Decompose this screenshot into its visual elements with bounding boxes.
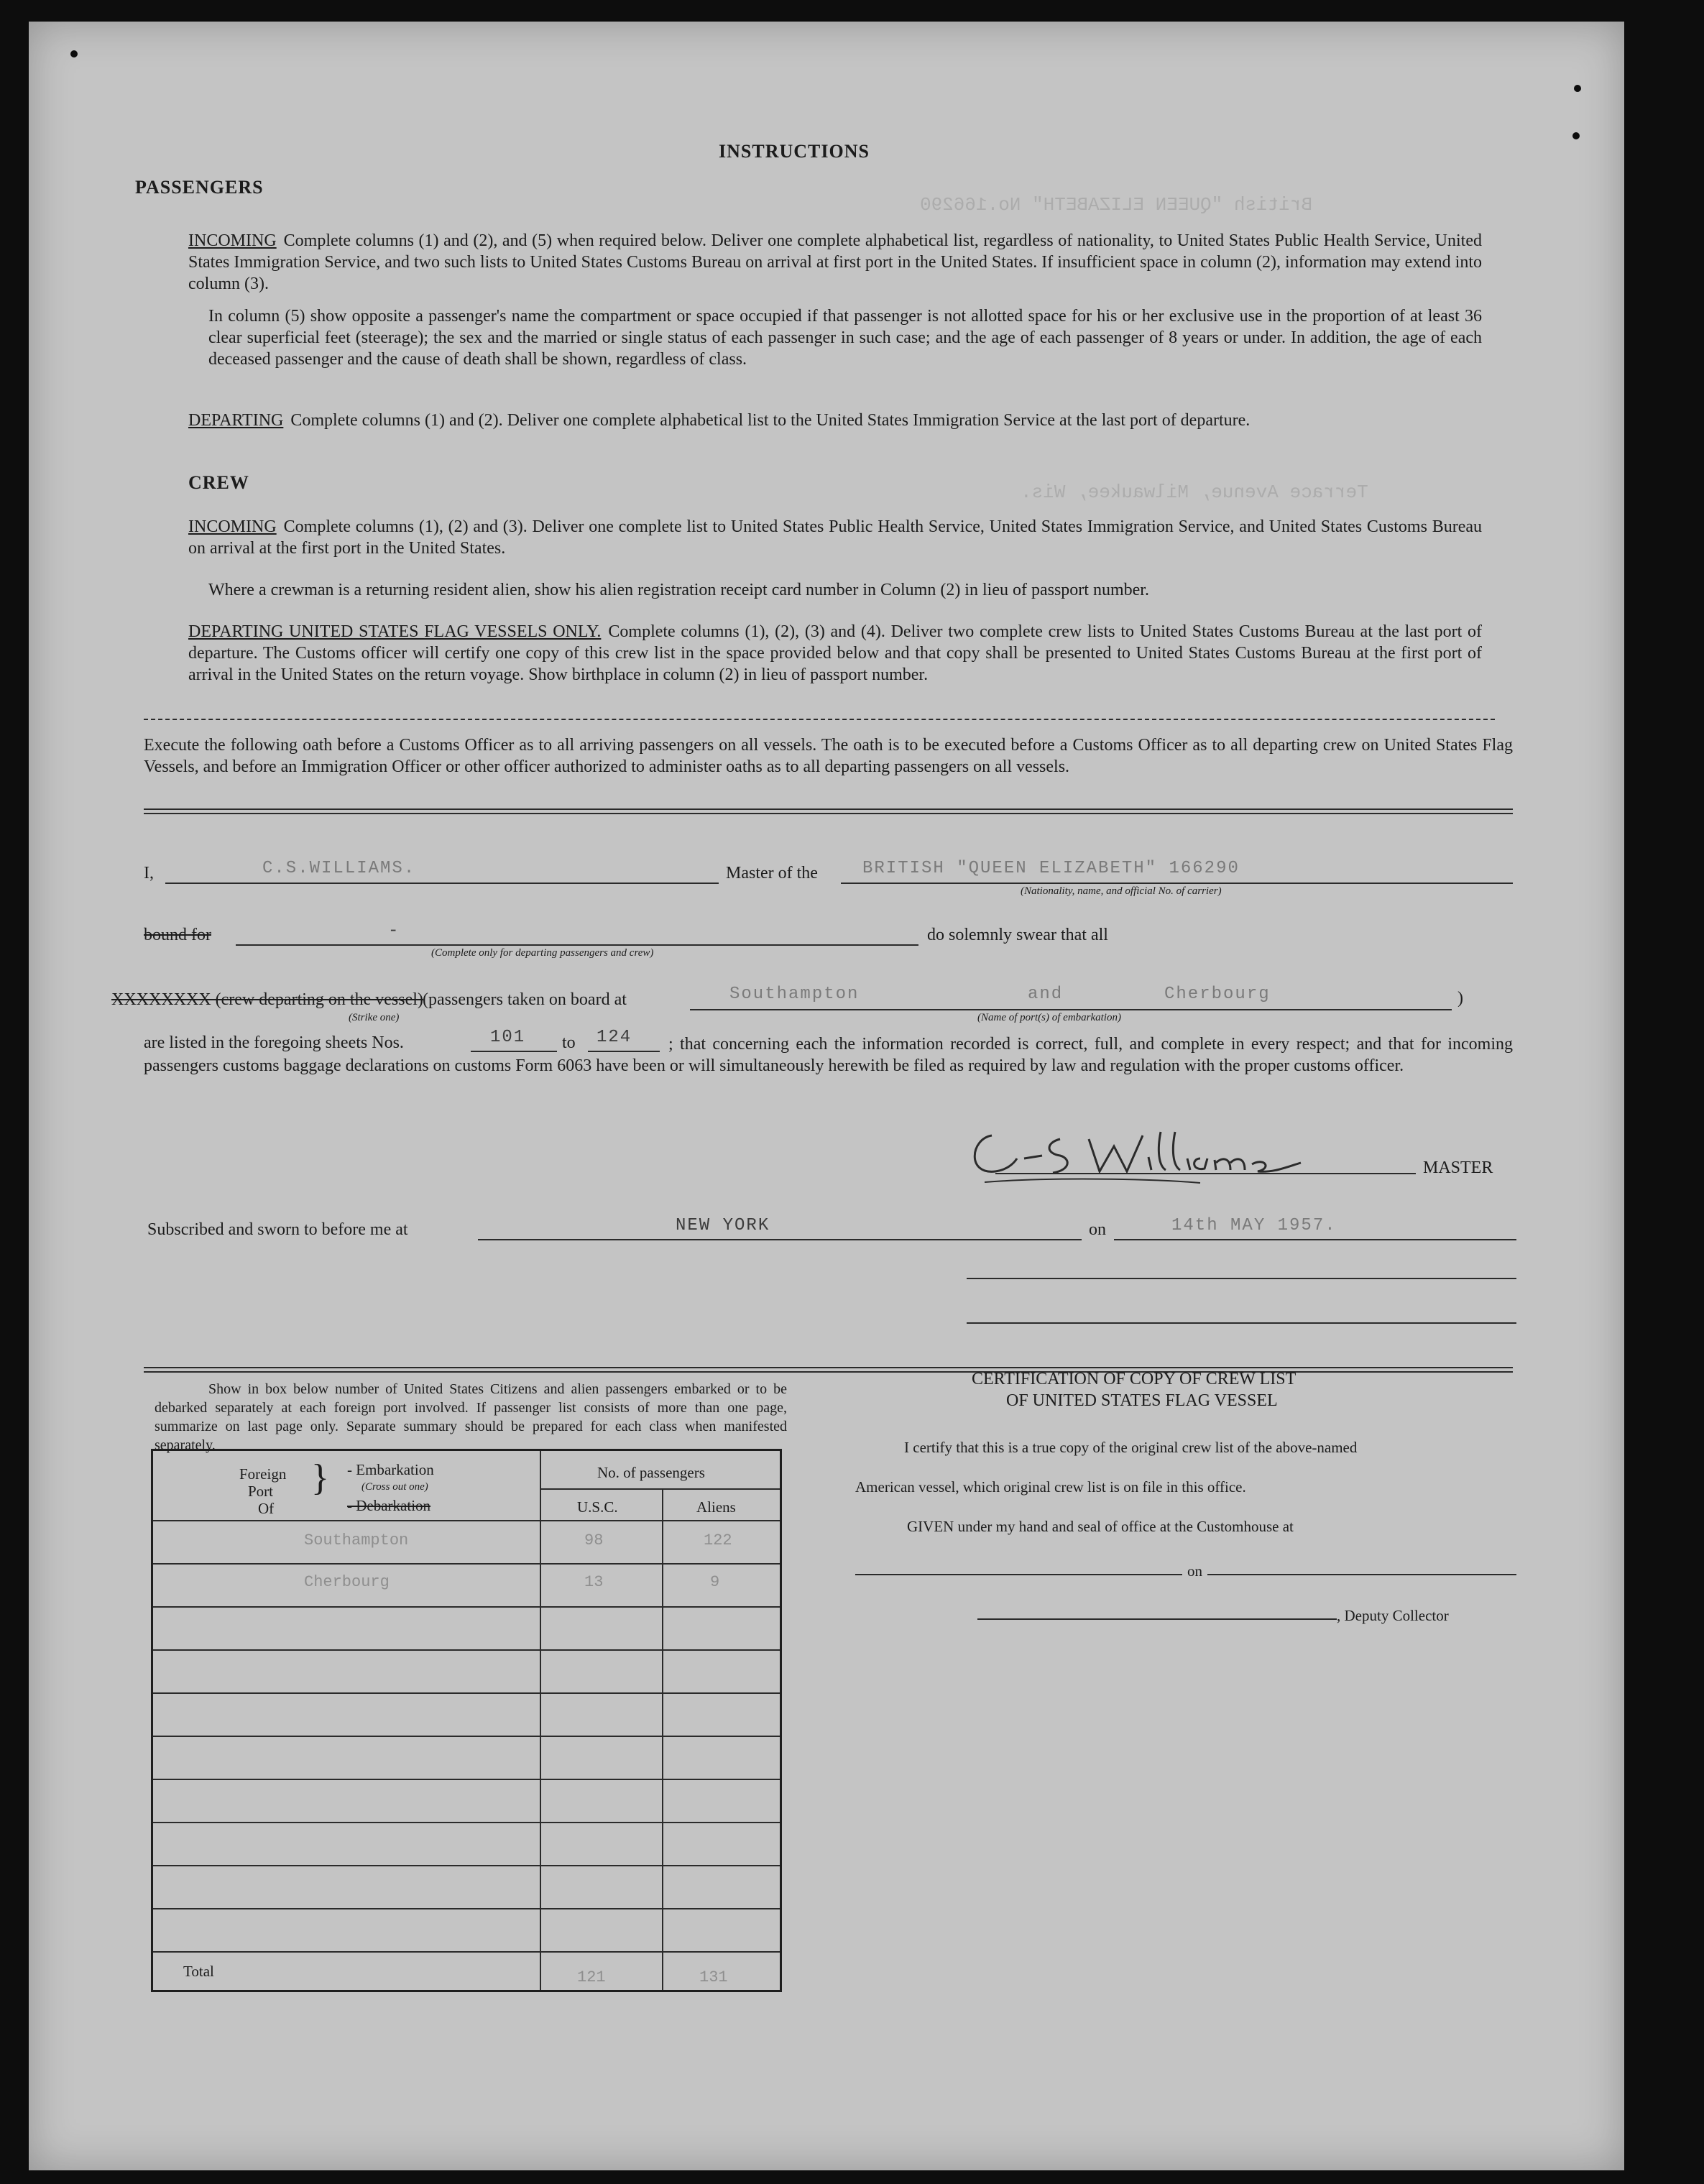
passengers-departing-paragraph — [188, 410, 1482, 431]
certification-title-2: OF UNITED STATES FLAG VESSEL — [1006, 1391, 1278, 1410]
master-label: MASTER — [1423, 1158, 1493, 1177]
bound-note: (Complete only for departing passengers and crew) — [431, 947, 654, 959]
taken-label: (passengers taken on board at — [423, 990, 627, 1009]
close-paren: ) — [1457, 989, 1463, 1008]
customhouse-line — [855, 1574, 1182, 1575]
carrier-value: BRITISH "QUEEN ELIZABETH" 166290 — [862, 859, 1240, 878]
carrier-note: (Nationality, name, and official No. of carrier) — [1021, 885, 1222, 897]
bleed-through-text: British "QUEEN ELIZABETH" No.166290 — [920, 194, 1313, 216]
punch-mark — [70, 50, 78, 57]
bound-for-value: - — [388, 921, 400, 941]
to-label: to — [562, 1033, 576, 1052]
cross-out-note: (Cross out one) — [361, 1481, 428, 1493]
total-label: Total — [183, 1963, 214, 1980]
of-label: Of — [258, 1500, 275, 1517]
port-line — [690, 1009, 1452, 1010]
master-of-label: Master of the — [726, 864, 818, 883]
deputy-line — [977, 1618, 1337, 1620]
row-1-aliens: 122 — [704, 1531, 732, 1549]
crew-incoming-label: INCOMING — [188, 517, 277, 536]
sheets-label: are listed in the foregoing sheets Nos. — [144, 1033, 404, 1052]
bleed-through-text: Terrace Avenue, Milwaukee, Wis. — [1021, 482, 1368, 503]
passengers-incoming-paragraph — [188, 230, 1482, 295]
crew-departing-struck: XXXXXXXX (crew departing on the vessel) — [111, 990, 423, 1009]
carrier-line — [841, 883, 1513, 884]
signature-line — [995, 1173, 1416, 1174]
oath-i-label: I, — [144, 864, 154, 883]
sheets-rest: ; that concerning each the information recorded is correct, full, and complete in every respect; and that for incoming passengers customs baggage declarations on customs Form 6063 have been or will simultaneously herewith be filed as required by law and regulation with the proper customs officer. — [144, 1035, 1513, 1075]
passengers-departing-label: DEPARTING — [188, 411, 284, 430]
crew-heading: CREW — [188, 472, 249, 493]
total-usc: 121 — [577, 1968, 606, 1986]
double-rule — [144, 1367, 1513, 1373]
passenger-summary-table — [151, 1449, 782, 1992]
crew-incoming-text: Complete columns (1), (2) and (3). Deliver one complete list to United States Public Health Service, United States Immigration Service, and United States Customs Bureau on arrival at the first port in the United States. — [188, 517, 1482, 558]
crew-departing-text: Complete columns (1), (2), (3) and (4). Deliver two complete crew lists to United States Customs Bureau at the last port of departure. The Customs officer will certify one copy of this crew list in the space provided below and that copy shall be presented to United States Customs Bureau at the first port of arrival in the United States on the return voyage. Show birthplace in column (2) in lieu of passport number. — [188, 622, 1482, 684]
crew-incoming-paragraph — [188, 516, 1482, 559]
place-line — [478, 1239, 1082, 1240]
passengers-column5-paragraph: In column (5) show opposite a passenger's name the compartment or space occupied if that passenger is not allotted space for his or her exclusive use in the proportion of at least 36 clear superficial feet (steerage); the sex and the married or single status of each passenger in such case; and the age of each passenger of 8 years or under. In addition, the age of each deceased passenger and the cause of death shall be shown, regardless of class. — [208, 307, 1482, 369]
certification-title-1: CERTIFICATION OF COPY OF CREW LIST — [972, 1370, 1297, 1388]
master-name: C.S.WILLIAMS. — [262, 859, 416, 878]
certification-line-2: American vessel, which original crew list is on file in this office. — [855, 1478, 1246, 1496]
crew-departing-paragraph — [188, 621, 1482, 686]
sworn-date: 14th MAY 1957. — [1171, 1216, 1337, 1235]
bound-for-label: bound for — [144, 926, 211, 944]
row-1-port: Southampton — [304, 1531, 409, 1549]
on-label: on — [1089, 1220, 1106, 1239]
row-2-usc: 13 — [584, 1573, 604, 1591]
port-1: Southampton — [729, 985, 860, 1004]
sheet-from: 101 — [490, 1028, 526, 1047]
bound-for-line — [236, 944, 918, 946]
sheet-to: 124 — [597, 1028, 632, 1047]
debarkation-label: - Debarkation — [347, 1497, 431, 1514]
row-2-aliens: 9 — [710, 1573, 720, 1591]
officer-line-2 — [967, 1322, 1516, 1324]
certification-line-1: I certify that this is a true copy of the original crew list of the above-named — [904, 1439, 1358, 1456]
oath-instruction: Execute the following oath before a Customs Officer as to all arriving passengers on all vessels. The oath is to be executed before a Customs Officer as to all departing crew on United States Flag Vessels, and before an Immigration Officer or other officer authorized to administer oaths as to all departing passengers on all vessels. — [144, 736, 1513, 776]
port-2: Cherbourg — [1164, 985, 1271, 1004]
no-passengers-header: No. of passengers — [597, 1464, 705, 1481]
passengers-departing-text: Complete columns (1) and (2). Deliver one complete alphabetical list to the United States Immigration Service at the last port of departure. — [290, 411, 1251, 430]
passengers-incoming-label: INCOMING — [188, 231, 277, 250]
master-name-line — [165, 883, 719, 884]
subscribed-label: Subscribed and sworn to before me at — [147, 1220, 408, 1239]
officer-line-1 — [967, 1278, 1516, 1279]
strike-note: (Strike one) — [349, 1012, 400, 1023]
document-sheet — [29, 22, 1624, 2170]
port-label: Port — [248, 1483, 274, 1500]
usc-header: U.S.C. — [577, 1498, 618, 1516]
brace-icon: } — [311, 1457, 329, 1498]
section-divider — [144, 719, 1495, 720]
punch-mark — [1572, 132, 1580, 139]
swear-label: do solemnly swear that all — [927, 926, 1108, 944]
punch-mark — [1574, 85, 1581, 92]
date-line — [1114, 1239, 1516, 1240]
passengers-heading: PASSENGERS — [135, 177, 264, 198]
aliens-header: Aliens — [696, 1498, 736, 1516]
page-title: INSTRUCTIONS — [719, 141, 870, 162]
certification-on-label: on — [1187, 1562, 1202, 1580]
port-and: and — [1028, 985, 1064, 1004]
double-rule — [144, 808, 1513, 814]
port-note: (Name of port(s) of embarkation) — [977, 1012, 1121, 1023]
row-2-port: Cherbourg — [304, 1573, 390, 1591]
sworn-place: NEW YORK — [676, 1216, 770, 1235]
passengers-incoming-text: Complete columns (1) and (2), and (5) when required below. Deliver one complete alphabetical list, regardless of nationality, to United States Public Health Service, United States Immigration Service, and two such lists to United States Customs Bureau on arrival at first port in the United States. If insufficient space in column (2), information may extend into column (3). — [188, 231, 1482, 293]
summary-instruction: Show in box below number of United States Citizens and alien passengers embarked or to be debarked separately at each foreign port involved. If passenger list consists of more than one page, summarize on last page only. Separate summary should be prepared for each class when manifested separately. — [155, 1381, 787, 1453]
certification-date-line — [1207, 1574, 1516, 1575]
crew-departing-label: DEPARTING UNITED STATES FLAG VESSELS ONLY. — [188, 622, 602, 641]
foreign-label: Foreign — [239, 1465, 287, 1483]
master-signature — [963, 1114, 1322, 1197]
crew-resident-paragraph: Where a crewman is a returning resident alien, show his alien registration receipt card number in Column (2) in lieu of passport number. — [208, 581, 1149, 599]
certification-line-3: GIVEN under my hand and seal of office at the Customhouse at — [907, 1518, 1294, 1535]
deputy-collector-label: , Deputy Collector — [1337, 1607, 1449, 1624]
total-aliens: 131 — [699, 1968, 728, 1986]
embarkation-label: - Embarkation — [347, 1461, 434, 1478]
row-1-usc: 98 — [584, 1531, 604, 1549]
